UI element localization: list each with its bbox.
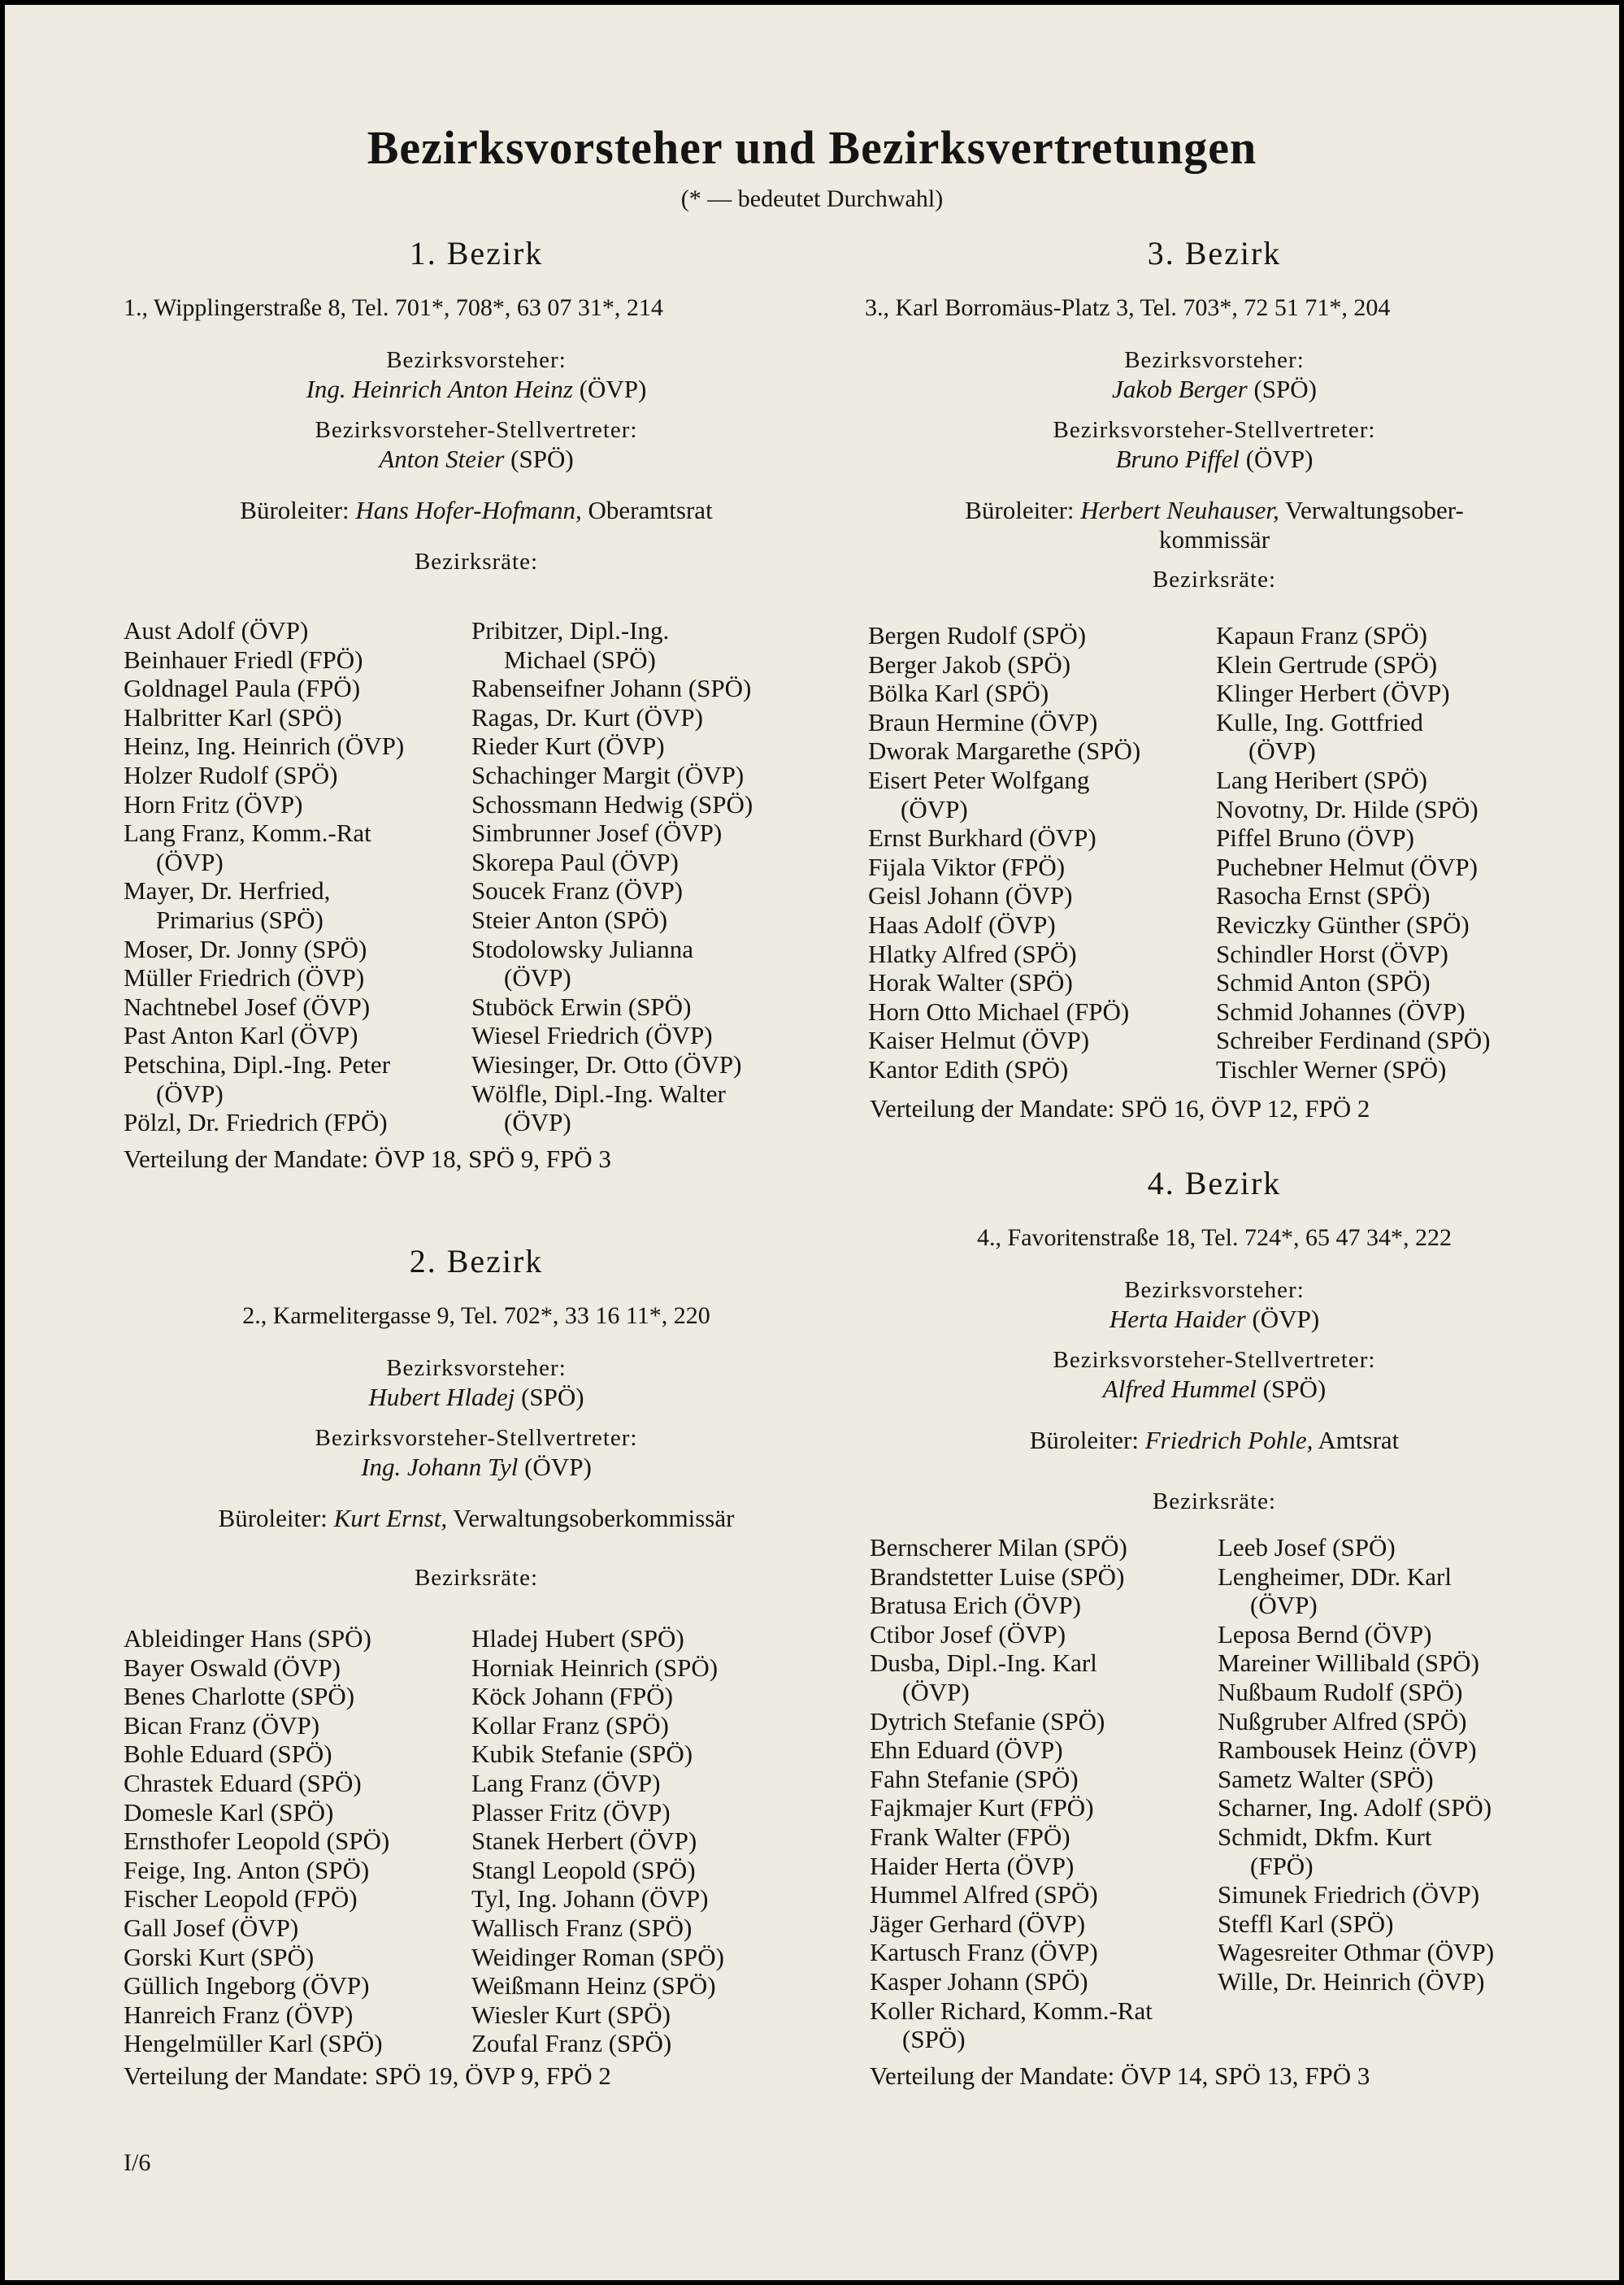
council-member: Lang Franz (ÖVP) [471, 1768, 661, 1797]
council-member: Kasper Johann (SPÖ) [870, 1966, 1088, 1996]
bueroleiter [865, 1426, 1564, 1455]
district-heading: 4. Bezirk [1147, 1165, 1282, 1201]
council-member: Tischler Werner (SPÖ) [1216, 1054, 1447, 1084]
council-member: Gorski Kurt (SPÖ) [124, 1942, 315, 1971]
district-heading: 2. Bezirk [409, 1243, 544, 1279]
council-member: Primarius (SPÖ) [156, 905, 323, 934]
council-member: Leposa Bernd (ÖVP) [1218, 1619, 1432, 1649]
council-member: Ctibor Josef (ÖVP) [870, 1619, 1066, 1649]
council-member: Goldnagel Paula (FPÖ) [124, 674, 361, 703]
council-member: Bayer Oswald (ÖVP) [124, 1653, 341, 1682]
council-member: Bergen Rudolf (SPÖ) [868, 621, 1087, 649]
bueroleiter-title: Verwaltungsober- [1285, 496, 1464, 524]
council-member: Simbrunner Josef (ÖVP) [471, 819, 723, 848]
council-member: Moser, Dr. Jonny (SPÖ) [124, 934, 367, 963]
council-member: Hengelmüller Karl (SPÖ) [124, 2029, 383, 2058]
stellvertreter-label: Bezirksvorsteher-Stellvertreter: [1053, 1347, 1376, 1373]
council-member: Fahn Stefanie (SPÖ) [870, 1764, 1079, 1793]
council-member: Kollar Franz (SPÖ) [471, 1710, 669, 1740]
district-address: 4., Favoritenstraße 18, Tel. 724*, 65 47 34*, 222 [977, 1224, 1452, 1251]
council-member: Plasser Fritz (ÖVP) [471, 1797, 671, 1827]
council-member: Bohle Eduard (SPÖ) [124, 1740, 332, 1769]
bueroleiter-label: Büroleiter: [218, 1504, 328, 1532]
council-member: Wiesinger, Dr. Otto (ÖVP) [471, 1049, 742, 1079]
stellvertreter-party: (ÖVP) [1245, 445, 1314, 473]
raete-column-left [870, 1533, 1153, 2054]
vorsteher-party: (SPÖ) [521, 1383, 584, 1411]
district-heading: 3. Bezirk [1147, 235, 1282, 272]
council-member: (FPÖ) [1250, 1851, 1314, 1880]
council-member: Feige, Ing. Anton (SPÖ) [124, 1855, 370, 1884]
council-member: Hladej Hubert (SPÖ) [471, 1624, 684, 1653]
council-member: Kapaun Franz (SPÖ) [1216, 621, 1428, 649]
council-member: Steffl Karl (SPÖ) [1218, 1909, 1394, 1938]
council-member: Brandstetter Luise (SPÖ) [870, 1562, 1125, 1591]
stellvertreter-name [124, 1452, 829, 1483]
stellvertreter-name [865, 1374, 1564, 1405]
council-member: Ehn Eduard (ÖVP) [870, 1735, 1063, 1765]
council-member: Horak Walter (SPÖ) [868, 968, 1073, 997]
council-member: Stodolowsky Julianna [471, 934, 693, 963]
council-member: (ÖVP) [1250, 1591, 1318, 1620]
page-subtitle: (* — bedeutet Durchwahl) [680, 185, 944, 212]
council-member: Piffel Bruno (ÖVP) [1216, 823, 1414, 853]
vorsteher-name [865, 374, 1564, 405]
bueroleiter-label: Büroleiter: [965, 496, 1075, 524]
council-member: Gall Josef (ÖVP) [124, 1913, 299, 1942]
vorsteher-name [124, 374, 829, 405]
council-member: Stangl Leopold (SPÖ) [471, 1855, 696, 1884]
council-member: Ableidinger Hans (SPÖ) [124, 1624, 371, 1653]
council-member: Koller Richard, Komm.-Rat [870, 1996, 1153, 2025]
vorsteher-label: Bezirksvorsteher: [1124, 1277, 1305, 1303]
council-member: Schreiber Ferdinand (SPÖ) [1216, 1026, 1491, 1055]
council-member: Geisl Johann (ÖVP) [868, 881, 1073, 910]
council-member: Puchebner Helmut (ÖVP) [1216, 852, 1478, 881]
council-member: Fischer Leopold (FPÖ) [124, 1884, 358, 1914]
bezirksraete-label: Bezirksräte: [414, 549, 539, 575]
raete-column-left [868, 621, 1140, 1084]
council-member: Lengheimer, DDr. Karl [1218, 1562, 1452, 1591]
stellvertreter-party: (SPÖ) [510, 445, 574, 473]
raete-column-right [471, 1624, 724, 2058]
council-member: Eisert Peter Wolfgang [868, 765, 1090, 794]
council-member: Hanreich Franz (ÖVP) [124, 2000, 354, 2029]
council-member: Fijala Viktor (FPÖ) [868, 852, 1066, 881]
bezirksraete-label: Bezirksräte: [1152, 567, 1277, 593]
council-member: Pölzl, Dr. Friedrich (FPÖ) [124, 1108, 388, 1137]
council-member: Wille, Dr. Heinrich (ÖVP) [1218, 1966, 1485, 1996]
council-member: Tyl, Ing. Johann (ÖVP) [471, 1884, 709, 1914]
stellvertreter-person: Ing. Johann Tyl [361, 1453, 519, 1481]
stellvertreter-label: Bezirksvorsteher-Stellvertreter: [315, 417, 638, 443]
district-address: 3., Karl Borromäus-Platz 3, Tel. 703*, 72 51 71*, 204 [865, 294, 1391, 321]
council-member: Dytrich Stefanie (SPÖ) [870, 1706, 1105, 1735]
bueroleiter-title: Oberamtsrat [588, 496, 713, 524]
district-address: 2., Karmelitergasse 9, Tel. 702*, 33 16 11*, 220 [242, 1302, 710, 1329]
bueroleiter-name: Kurt Ernst, [333, 1504, 448, 1532]
document-page [5, 5, 1619, 2280]
council-member: Bölka Karl (SPÖ) [868, 679, 1049, 708]
council-member: Nußbaum Rudolf (SPÖ) [1218, 1677, 1463, 1706]
council-member: (ÖVP) [156, 1079, 224, 1108]
council-member: Rasocha Ernst (SPÖ) [1216, 881, 1431, 910]
council-member: Petschina, Dipl.-Ing. Peter [124, 1049, 391, 1079]
council-member: Sametz Walter (SPÖ) [1218, 1764, 1434, 1793]
council-member: Skorepa Paul (ÖVP) [471, 847, 679, 876]
bueroleiter-name: Friedrich Pohle, [1144, 1426, 1314, 1454]
mandate-distribution: Verteilung der Mandate: SPÖ 16, ÖVP 12, FPÖ 2 [870, 1094, 1370, 1123]
council-member: Braun Hermine (ÖVP) [868, 707, 1098, 736]
vorsteher-person: Herta Haider [1109, 1305, 1246, 1333]
council-member: Benes Charlotte (SPÖ) [124, 1682, 355, 1711]
council-member: (ÖVP) [1248, 736, 1316, 766]
page-title: Bezirksvorsteher und Bezirksvertretungen [367, 121, 1257, 174]
vorsteher-party: (ÖVP) [1252, 1305, 1320, 1333]
council-member: Stanek Herbert (ÖVP) [471, 1827, 697, 1856]
vorsteher-party: (SPÖ) [1253, 375, 1317, 403]
council-member: (ÖVP) [901, 794, 968, 823]
council-member: Kantor Edith (SPÖ) [868, 1054, 1069, 1084]
stellvertreter-party: (SPÖ) [1262, 1375, 1327, 1403]
stellvertreter-person: Alfred Hummel [1102, 1375, 1257, 1403]
bueroleiter [124, 496, 829, 525]
council-member: Ernst Burkhard (ÖVP) [868, 823, 1096, 853]
council-member: Haider Herta (ÖVP) [870, 1851, 1075, 1880]
council-member: Pribitzer, Dipl.-Ing. [471, 616, 670, 645]
council-member: Nachtnebel Josef (ÖVP) [124, 992, 371, 1021]
council-member: Scharner, Ing. Adolf (SPÖ) [1218, 1793, 1492, 1822]
council-member: Leeb Josef (SPÖ) [1218, 1533, 1396, 1562]
vorsteher-name [865, 1304, 1564, 1335]
council-member: Lang Heribert (SPÖ) [1216, 765, 1427, 794]
council-member: (ÖVP) [504, 963, 571, 993]
council-member: Bratusa Erich (ÖVP) [870, 1591, 1081, 1620]
council-member: Simunek Friedrich (ÖVP) [1218, 1880, 1480, 1909]
mandate-distribution: Verteilung der Mandate: ÖVP 18, SPÖ 9, FPÖ 3 [124, 1145, 611, 1173]
district-1 [124, 234, 829, 576]
council-member: Schmid Johannes (ÖVP) [1216, 997, 1466, 1026]
mandate-distribution: Verteilung der Mandate: ÖVP 14, SPÖ 13, FPÖ 3 [870, 2061, 1370, 2090]
raete-column-left [124, 616, 404, 1137]
council-member: Weidinger Roman (SPÖ) [471, 1942, 724, 1971]
council-member: Past Anton Karl (ÖVP) [124, 1021, 358, 1050]
stellvertreter-person: Anton Steier [379, 445, 505, 473]
bueroleiter-title-cont: kommissär [1158, 525, 1270, 554]
council-member: Kartusch Franz (ÖVP) [870, 1938, 1098, 1967]
council-member: Klinger Herbert (ÖVP) [1216, 679, 1450, 708]
council-member: Kubik Stefanie (SPÖ) [471, 1740, 693, 1769]
council-member: Schossmann Hedwig (SPÖ) [471, 789, 753, 819]
council-member: Horniak Heinrich (SPÖ) [471, 1653, 719, 1682]
council-member: Steier Anton (SPÖ) [471, 905, 668, 934]
council-member: Wiesler Kurt (SPÖ) [471, 2000, 671, 2029]
vorsteher-label: Bezirksvorsteher: [386, 1355, 567, 1381]
bueroleiter [124, 1504, 829, 1533]
bueroleiter-title: Amtsrat [1318, 1426, 1400, 1454]
bezirksraete-label: Bezirksräte: [414, 1565, 539, 1591]
council-member: Frank Walter (FPÖ) [870, 1822, 1070, 1851]
raete-column-left [124, 1624, 389, 2058]
page-number: I/6 [124, 2149, 151, 2176]
council-member: (ÖVP) [156, 847, 224, 876]
council-member: Bican Franz (ÖVP) [124, 1710, 320, 1740]
council-member: Soucek Franz (ÖVP) [471, 876, 684, 906]
vorsteher-label: Bezirksvorsteher: [386, 347, 567, 373]
stellvertreter-party: (ÖVP) [524, 1453, 592, 1481]
council-member: Lang Franz, Komm.-Rat [124, 819, 371, 848]
council-member: Stuböck Erwin (SPÖ) [471, 992, 692, 1021]
council-member: Horn Fritz (ÖVP) [124, 789, 303, 819]
council-member: (ÖVP) [504, 1108, 571, 1137]
council-member: Rabenseifner Johann (SPÖ) [471, 674, 752, 703]
council-member: (SPÖ) [902, 2025, 966, 2054]
council-member: Weißmann Heinz (SPÖ) [471, 1971, 716, 2000]
vorsteher-person: Hubert Hladej [368, 1383, 515, 1411]
stellvertreter-name [865, 444, 1564, 475]
vorsteher-label: Bezirksvorsteher: [1124, 347, 1305, 373]
council-member: Ernsthofer Leopold (SPÖ) [124, 1827, 390, 1856]
council-member: Klein Gertrude (SPÖ) [1216, 649, 1438, 679]
council-member: Mareiner Willibald (SPÖ) [1218, 1649, 1479, 1678]
council-member: Dusba, Dipl.-Ing. Karl [870, 1649, 1097, 1678]
council-member: Güllich Ingeborg (ÖVP) [124, 1971, 370, 2000]
district-3 [865, 234, 1564, 593]
council-member: Horn Otto Michael (FPÖ) [868, 997, 1130, 1026]
council-member: Schmidt, Dkfm. Kurt [1218, 1822, 1432, 1851]
council-member: Wagesreiter Othmar (ÖVP) [1218, 1938, 1495, 1967]
council-member: Michael (SPÖ) [504, 645, 656, 674]
council-member: Novotny, Dr. Hilde (SPÖ) [1216, 794, 1479, 823]
council-member: Halbritter Karl (SPÖ) [124, 702, 342, 732]
council-member: Kaiser Helmut (ÖVP) [868, 1026, 1090, 1055]
council-member: Schachinger Margit (ÖVP) [471, 760, 745, 789]
bezirksraete-label: Bezirksräte: [1152, 1488, 1277, 1514]
district-2 [124, 1242, 829, 1592]
vorsteher-name [124, 1382, 829, 1413]
vorsteher-party: (ÖVP) [579, 375, 647, 403]
stellvertreter-label: Bezirksvorsteher-Stellvertreter: [1053, 417, 1376, 443]
council-member: (ÖVP) [902, 1677, 970, 1706]
council-member: Hummel Alfred (SPÖ) [870, 1880, 1098, 1909]
council-member: Schmid Anton (SPÖ) [1216, 968, 1431, 997]
council-member: Haas Adolf (ÖVP) [868, 910, 1056, 939]
bueroleiter-label: Büroleiter: [1029, 1426, 1139, 1454]
district-4 [865, 1164, 1564, 1515]
council-member: Berger Jakob (SPÖ) [868, 649, 1071, 679]
council-member: Chrastek Eduard (SPÖ) [124, 1768, 362, 1797]
mandate-distribution: Verteilung der Mandate: SPÖ 19, ÖVP 9, FPÖ 2 [124, 2061, 611, 2090]
council-member: Nußgruber Alfred (SPÖ) [1218, 1706, 1467, 1735]
raete-column-right [1218, 1533, 1494, 1996]
stellvertreter-name [124, 444, 829, 475]
bueroleiter-name: Herbert Neuhauser, [1080, 496, 1279, 524]
stellvertreter-person: Bruno Piffel [1115, 445, 1240, 473]
council-member: Heinz, Ing. Heinrich (ÖVP) [124, 732, 405, 761]
council-member: Wölfle, Dipl.-Ing. Walter [471, 1079, 726, 1108]
raete-column-right [471, 616, 753, 1137]
council-member: Hlatky Alfred (SPÖ) [868, 939, 1077, 968]
council-member: Rambousek Heinz (ÖVP) [1218, 1735, 1477, 1765]
council-member: Beinhauer Friedl (FPÖ) [124, 645, 363, 674]
council-member: Wiesel Friedrich (ÖVP) [471, 1021, 713, 1050]
council-member: Reviczky Günther (SPÖ) [1216, 910, 1470, 939]
council-member: Kulle, Ing. Gottfried [1216, 707, 1423, 736]
district-heading: 1. Bezirk [409, 235, 544, 272]
council-member: Schindler Horst (ÖVP) [1216, 939, 1448, 968]
council-member: Holzer Rudolf (SPÖ) [124, 760, 338, 789]
vorsteher-person: Ing. Heinrich Anton Heinz [306, 375, 573, 403]
stellvertreter-label: Bezirksvorsteher-Stellvertreter: [315, 1425, 638, 1451]
council-member: Müller Friedrich (ÖVP) [124, 963, 365, 993]
council-member: Aust Adolf (ÖVP) [124, 616, 309, 645]
council-member: Ragas, Dr. Kurt (ÖVP) [471, 702, 703, 732]
raete-column-right [1216, 621, 1491, 1084]
bueroleiter-title: Verwaltungsoberkommissär [453, 1504, 735, 1532]
bueroleiter [865, 496, 1564, 554]
bueroleiter-name: Hans Hofer-Hofmann, [355, 496, 582, 524]
council-member: Domesle Karl (SPÖ) [124, 1797, 334, 1827]
council-member: Bernscherer Milan (SPÖ) [870, 1533, 1127, 1562]
vorsteher-person: Jakob Berger [1112, 375, 1248, 403]
council-member: Fajkmajer Kurt (FPÖ) [870, 1793, 1094, 1822]
council-member: Zoufal Franz (SPÖ) [471, 2029, 672, 2058]
bueroleiter-label: Büroleiter: [240, 496, 350, 524]
council-member: Jäger Gerhard (ÖVP) [870, 1909, 1086, 1938]
district-address: 1., Wipplingerstraße 8, Tel. 701*, 708*, 63 07 31*, 214 [124, 294, 663, 321]
council-member: Wallisch Franz (SPÖ) [471, 1913, 693, 1942]
council-member: Mayer, Dr. Herfried, [124, 876, 331, 906]
council-member: Köck Johann (FPÖ) [471, 1682, 673, 1711]
council-member: Rieder Kurt (ÖVP) [471, 732, 665, 761]
council-member: Dworak Margarethe (SPÖ) [868, 736, 1141, 766]
